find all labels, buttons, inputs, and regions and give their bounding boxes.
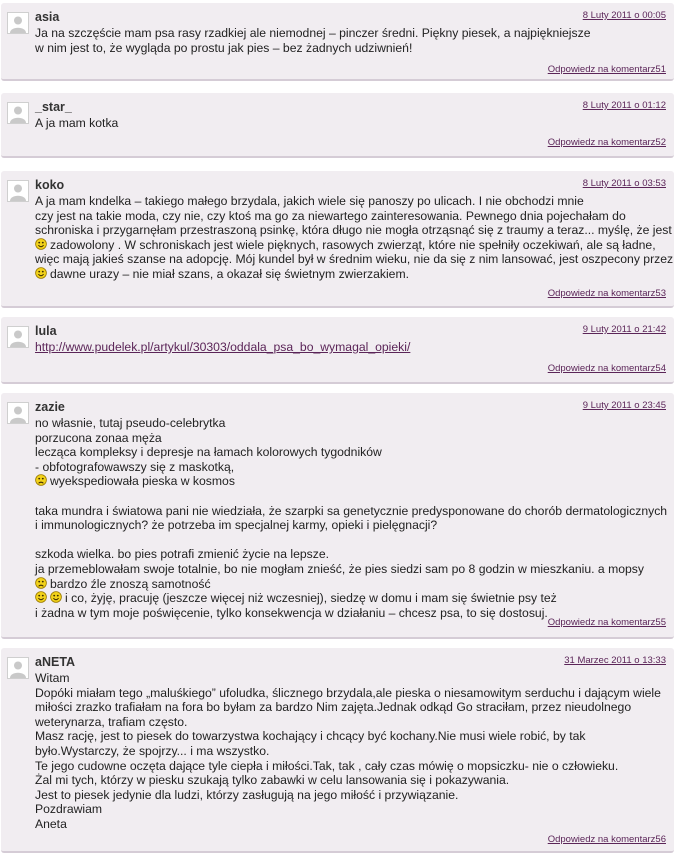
default-avatar-icon: [7, 12, 29, 34]
comment-line: [35, 547, 667, 562]
comment-text: - obfotografowawszy się z maskotką,: [35, 459, 235, 474]
comment-text: schroniska i przygarnęłam przestraszoną psinkę, która długo nie mogła otrząsnąć się z traumy a teraz... myślę, że jest: [35, 223, 672, 238]
comment-date-link[interactable]: 8 Luty 2011 o 00:05: [582, 10, 666, 21]
comment-line: [35, 729, 667, 744]
comment-line: [35, 209, 667, 224]
comment-text: A ja mam kotka: [35, 116, 119, 130]
comment-text: Masz rację, jest to piesek do towarzystwa kochający i chcący być kochany.Nie musi wiele robić, by tak: [35, 729, 586, 744]
comment-line: [35, 474, 667, 489]
comment-date-link[interactable]: 9 Luty 2011 o 21:42: [582, 324, 666, 335]
comment-line: [35, 238, 667, 253]
comment-line: [35, 577, 667, 592]
comment-text: ja przemeblowałam swoje totalnie, bo nie mogłam znieść, że pies siedzi sam po 8 godzin w mieszkaniu. a mopsy: [35, 561, 644, 576]
comment-text: bardzo źle znoszą samotność: [50, 576, 211, 591]
sad-icon: [35, 577, 47, 589]
comment-text: zadowolony . W schroniskach jest wiele pięknych, rasowych zwierząt, które nie spełniły oczekiwań, ale są ładne,: [50, 237, 656, 252]
sad-icon: [35, 474, 47, 486]
comment-line: [35, 562, 667, 577]
comment-text: i żadna w tym moje poświęcenie, tylko konsekwencja w działaniu – chcesz psa, to się dostosuj.: [35, 605, 548, 620]
comment-text: było.Wystarczy, że spojrzy... i ma wszystko.: [35, 743, 270, 758]
comment-item: [1, 3, 674, 81]
comment-line: [35, 744, 667, 759]
reply-link[interactable]: Odpowiedz na komentarz51: [547, 64, 666, 75]
comment-author: zazie: [35, 400, 65, 414]
comment-text: taka mundra i światowa pani nie wiedziała, że szarpki sa genetycznie predysponowane do chorób dermatologicznych: [35, 503, 668, 518]
comment-text: dawne urazy – nie miał szans, a okazał się świetnym zwierzakiem.: [50, 266, 409, 281]
comment-text: porzucona zonaa męża: [35, 430, 162, 445]
comment-line: [35, 715, 667, 730]
smile-icon: [35, 267, 47, 279]
default-avatar-icon: [7, 102, 29, 124]
comment-text: no własnie, tutaj pseudo-celebrytka: [35, 416, 226, 430]
comment-author: asia: [35, 10, 60, 24]
comment-line: [35, 41, 667, 56]
comment-body: [35, 116, 667, 131]
comment-text: Aneta: [35, 816, 67, 831]
comment-body: [35, 416, 667, 620]
default-avatar-icon: [7, 402, 29, 424]
comment-line: [35, 504, 667, 519]
comment-item: [1, 317, 674, 384]
paragraph-gap: [35, 533, 667, 548]
comment-line: [35, 340, 667, 355]
reply-link[interactable]: Odpowiedz na komentarz56: [547, 834, 666, 845]
comment-text: w nim jest to, że wygląda po prostu jak pies – bez żadnych udziwnień!: [35, 40, 413, 55]
comment-item: [1, 648, 674, 853]
comment-text: Jest to piesek jedynie dla ludzi, którzy zasługują na jego miłość i przywiązanie.: [35, 787, 459, 802]
comment-text: Żal mi tych, którzy w piesku szukają tylko zabawki w celu lansowania się i pokazywania.: [35, 773, 510, 788]
default-avatar-icon: [7, 326, 29, 348]
comment-author: koko: [35, 178, 65, 192]
reply-link[interactable]: Odpowiedz na komentarz52: [547, 137, 666, 148]
comment-text: i co, żyję, pracuję (jeszcze więcej niż wczesniej), siedzę w domu i mam się świetnie psy też: [65, 591, 557, 606]
comment-line: [35, 194, 667, 209]
comment-text: miłości zrazko trafiałam na fora bo byłam za bardzo Nim zajęta.Jednak odkąd Go straciłam, przez nieudolnego: [35, 700, 632, 715]
comment-text: Dopóki miałam tego „maluśkiego” ufoludka, ślicznego brzydala,ale pieska o niesamowitym serduchu i dającym wiele: [35, 685, 661, 700]
comment-line: [35, 431, 667, 446]
comment-line: [35, 788, 667, 803]
comment-item: [1, 393, 674, 639]
comment-body: [35, 194, 674, 282]
comment-text: weterynarza, trafiam często.: [35, 714, 188, 729]
comment-text: A ja mam kndelka – takiego małego brzydala, jakich wiele się panoszy po ulicach. I nie obchodzi mnie: [35, 194, 584, 208]
comment-item: [1, 93, 674, 158]
comment-line: [35, 26, 667, 41]
comment-body: [35, 671, 667, 832]
comment-date-link[interactable]: 9 Luty 2011 o 23:45: [582, 400, 666, 411]
comment-line: [35, 802, 667, 817]
comment-author: _star_: [35, 100, 72, 114]
comment-line: [35, 700, 667, 715]
comment-line: [35, 460, 667, 475]
comment-date-link[interactable]: 8 Luty 2011 o 01:12: [582, 100, 666, 111]
comment-author: lula: [35, 324, 57, 338]
comment-line: [35, 686, 667, 701]
comment-item: [1, 171, 674, 308]
comment-text: wyekspediowała pieska w kosmos: [50, 474, 235, 489]
comment-text: więc mają jakieś szanse na adopcję. Mój kundel był w średnim wieku, nie da się z nim lansować, jest oszpecony przez: [35, 252, 674, 267]
comment-body: [35, 26, 667, 55]
comment-text: Pozdrawiam: [35, 802, 103, 817]
comment-author: aNETA: [35, 655, 76, 669]
comment-line: [35, 252, 674, 267]
comment-text: lecząca kompleksy i depresje na łamach kolorowych tygodników: [35, 445, 382, 460]
comment-line: [35, 671, 667, 686]
comment-text: Te jego cudowne oczęta dające tyle ciepła i miłości.Tak, tak , cały czas mówię o mopsiczku- nie o człowieku.: [35, 758, 619, 773]
comment-text: Ja na szczęście mam psa rasy rzadkiej ale niemodnej – pinczer średni. Piękny piesek, a najpiękniejsze: [35, 26, 591, 40]
comment-line: [35, 518, 667, 533]
paragraph-gap: [35, 489, 667, 504]
comment-date-link[interactable]: 8 Luty 2011 o 03:53: [582, 178, 666, 189]
comment-line: [35, 591, 667, 606]
comment-text: szkoda wielka. bo pies potrafi zmienić życie na lepsze.: [35, 547, 329, 562]
comment-text: i immunologicznych? że potrzeba im specjalnej karmy, opieki i pielęgnacji?: [35, 518, 438, 533]
smile-icon: [35, 591, 47, 603]
comment-line: [35, 223, 672, 238]
comment-date-link[interactable]: 31 Marzec 2011 o 13:33: [564, 655, 666, 666]
comment-line: [35, 817, 667, 832]
comment-line: [35, 116, 667, 131]
default-avatar-icon: [7, 180, 29, 202]
reply-link[interactable]: Odpowiedz na komentarz54: [547, 363, 666, 374]
comment-text: czy jest na takie moda, czy nie, czy ktoś ma go za niewartego zainteresowania. Pewnego dnia pojechałam do: [35, 208, 626, 223]
smile-icon: [35, 238, 47, 250]
comment-line: [35, 759, 667, 774]
smile-icon: [50, 591, 62, 603]
reply-link[interactable]: Odpowiedz na komentarz55: [547, 617, 666, 628]
comment-link[interactable]: http://www.pudelek.pl/artykul/30303/oddala_psa_bo_wymagal_opieki/: [35, 340, 411, 354]
comment-body: [35, 340, 667, 355]
comment-line: [35, 416, 667, 431]
comment-line: [35, 267, 667, 282]
comment-line: [35, 773, 667, 788]
default-avatar-icon: [7, 657, 29, 679]
comment-line: [35, 445, 667, 460]
comment-text: Witam: [35, 671, 70, 685]
reply-link[interactable]: Odpowiedz na komentarz53: [547, 288, 666, 299]
